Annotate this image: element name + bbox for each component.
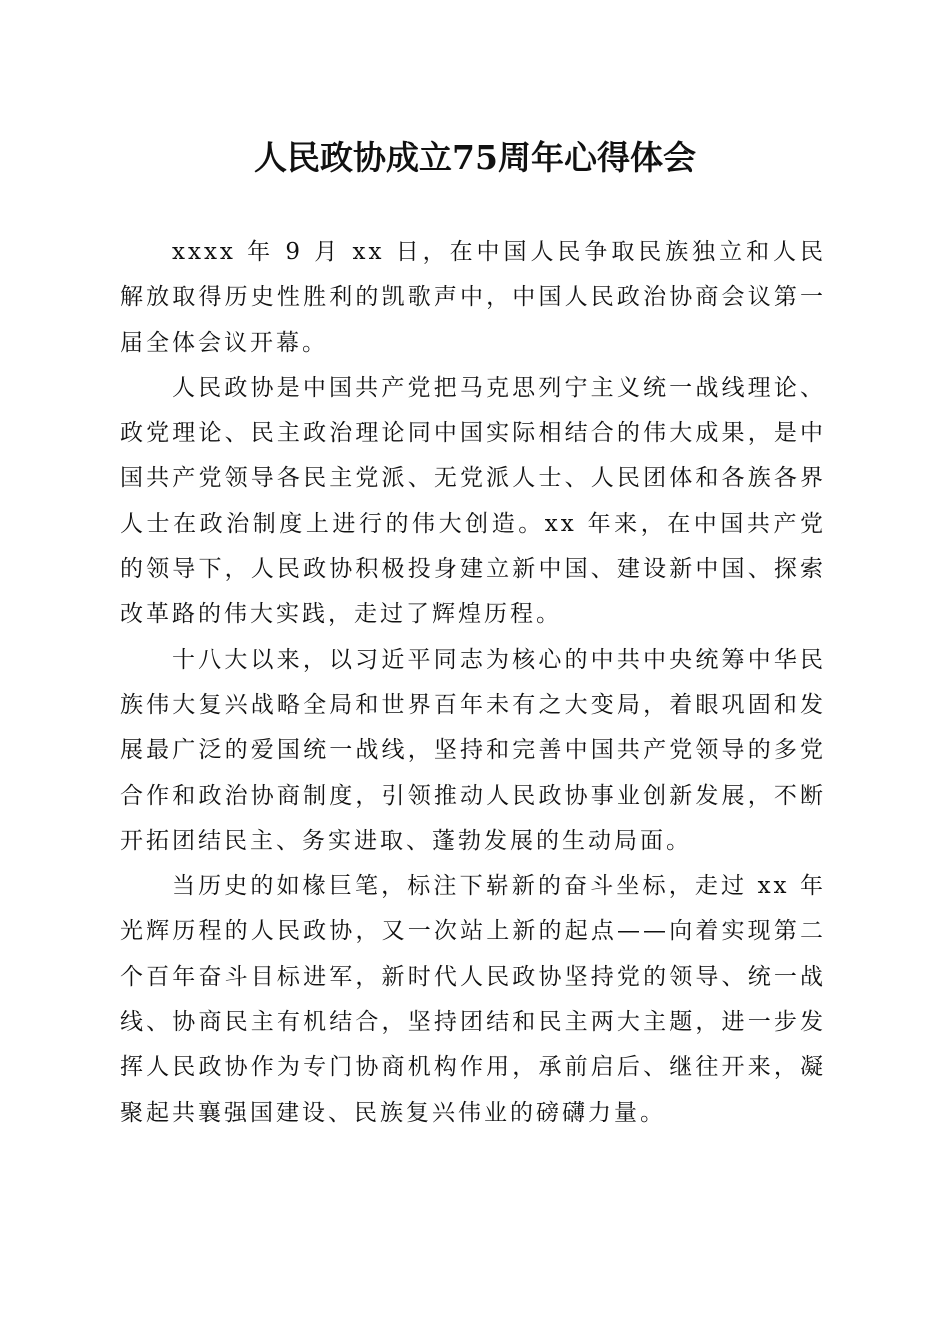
paragraph-3: 十八大以来，以习近平同志为核心的中共中央统筹中华民族伟大复兴战略全局和世界百年未有之大变局，着眼巩固和发展最广泛的爱国统一战线，坚持和完善中国共产党领导的多党合作和政治协商制度，引领推动人民政协事业创新发展，不断开拓团结民主、务实进取、蓬勃发展的生动局面。	[120, 646, 826, 854]
document-title: 人民政协成立75周年心得体会	[254, 138, 696, 177]
document-body	[120, 230, 826, 1136]
paragraph-4: 当历史的如椽巨笔，标注下崭新的奋斗坐标，走过 xx 年光辉历程的人民政协，又一次站上新的起点——向着实现第二个百年奋斗目标进军，新时代人民政协坚持党的领导、统一战线、协商民主有机结合，坚持团结和民主两大主题，进一步发挥人民政协作为专门协商机构作用，承前启后、继往开来，凝聚起共襄强国建设、民族复兴伟业的磅礴力量。	[120, 873, 826, 1126]
paragraph-1: xxxx 年 9 月 xx 日，在中国人民争取民族独立和人民解放取得历史性胜利的凯歌声中，中国人民政治协商会议第一届全体会议开幕。	[120, 239, 826, 356]
paragraph-2: 人民政协是中国共产党把马克思列宁主义统一战线理论、政党理论、民主政治理论同中国实际相结合的伟大成果，是中国共产党领导各民主党派、无党派人士、人民团体和各族各界人士在政治制度上进行的伟大创造。xx 年来，在中国共产党的领导下，人民政协积极投身建立新中国、建设新中国、探索改革路的伟大实践，走过了辉煌历程。	[120, 374, 826, 628]
